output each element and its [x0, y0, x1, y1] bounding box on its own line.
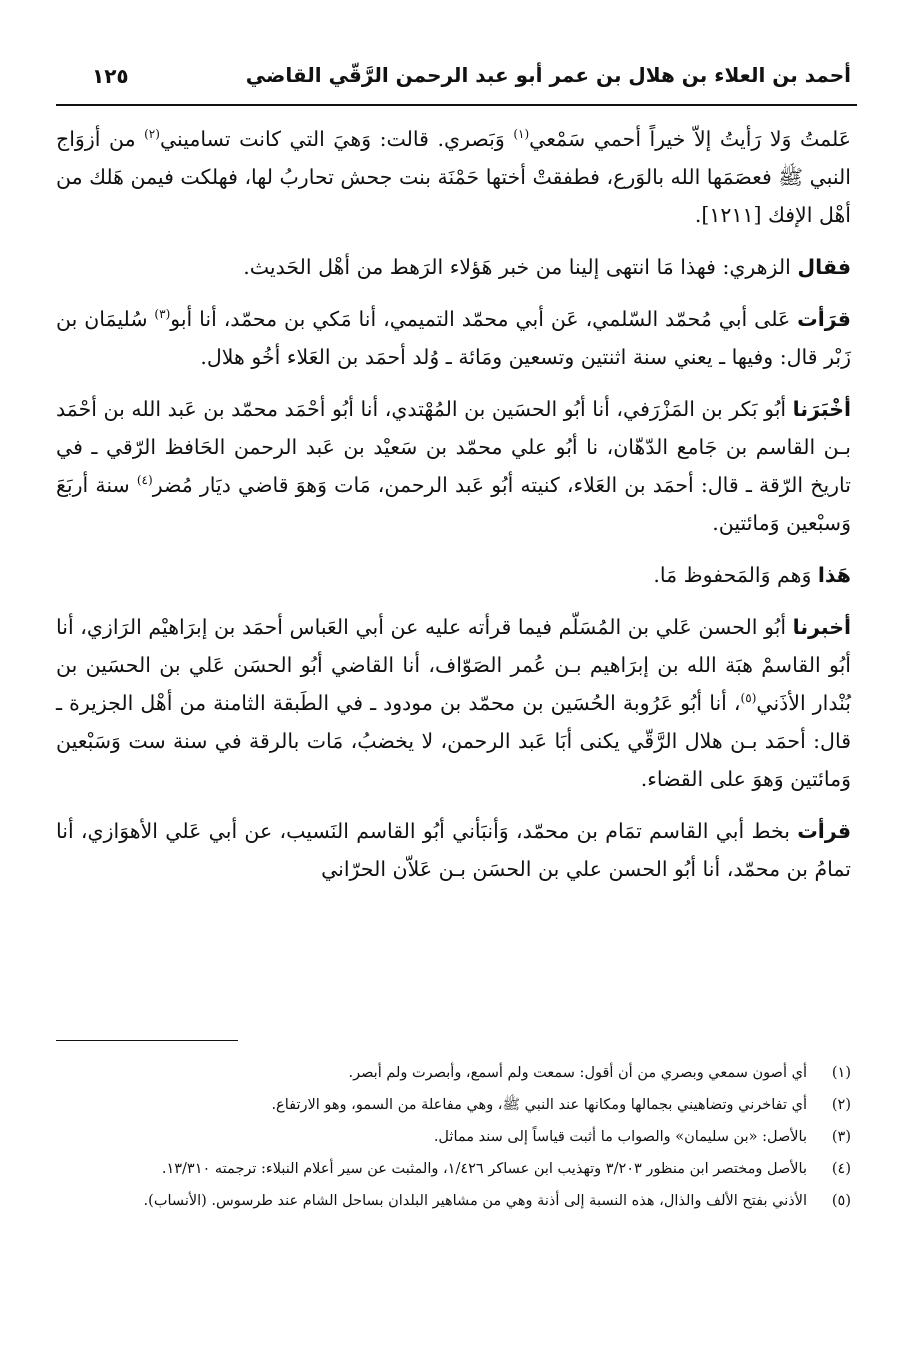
body-text: [56, 120, 851, 888]
paragraph-gap: [56, 594, 851, 608]
text-run: من أزوَاج النبي ﷺ فعصَمَها الله بالوَرع، فطفقتْ أختها حَمْنَة بنت جحش تحاربُ لها، فهلكت فيمن هَلك من أهْل الإفك [١٢١١].: [55, 127, 851, 227]
footnote-item: [56, 1058, 851, 1088]
paragraph-zuhri: [56, 248, 851, 286]
paragraph-lead-word: أخبرنا: [792, 615, 851, 639]
paragraph-gap: [56, 234, 851, 248]
text-run: سنة أربَعَ وَسبْعين وَمائتين.: [56, 473, 851, 535]
footnote-number: (٥): [831, 1193, 851, 1209]
paragraph-lead-word: أخْبَرَنا: [792, 397, 851, 421]
footnote-item: [56, 1186, 851, 1216]
paragraph-mazrafi: [56, 390, 851, 542]
text-run: بخط أبي القاسم تمَام بن محمّد، وَأنبَأني أبُو القاسم النَسيب، عن أبي عَلي الأهوَازي، أنا تمامُ بن محمّد، أنا أبُو الحسن علي بن الحسَن بـن عَلاّن الحرّاني: [56, 819, 851, 881]
footnote-number: (٣): [831, 1129, 851, 1145]
text-run: سُليمَان بن زَبْر قال: وفيها ـ يعني سنة اثنتين وتسعين ومَائة ـ وُلد أحمَد بن العَلاء أخُو هلال.: [56, 307, 851, 369]
footnote-item: [56, 1090, 851, 1120]
footnote-ref: (٢): [144, 127, 160, 142]
text-run: أبُو بَكر بن المَزْرَفي، أنا أبُو الحسَين بن المُهْتدي، أنا أبُو أحْمَد محمّد بن عَبد الله بن أحْمَد بـن القاسم بن جَامع الدّهّان، نا أبُو علي محمّد بن سَعيْد بن عَبد الرحمن الحَافظ الرّقي ـ في تاريخ الرّقة ـ قال: أحمَد بن العَلاء، كنيته أبُو عَبد الرحمن، مَات وَهوَ قاضي ديَار مُضر: [56, 397, 851, 497]
text-run: عَلى أبي مُحمّد السّلمي، عَن أبي محمّد التميمي، أنا مَكي بن محمّد، أنا أبو: [170, 307, 798, 331]
text-run: وَهم وَالمَحفوظ مَا.: [653, 563, 818, 587]
header-rule: [56, 104, 857, 106]
footnote-ref: (١): [513, 127, 530, 142]
paragraph-gap: [56, 286, 851, 300]
paragraph-note-wahm: [56, 556, 851, 594]
page-number: ١٢٥: [92, 64, 129, 88]
footnote-rule: [56, 1040, 238, 1041]
paragraph-gap: [56, 542, 851, 556]
text-run: أبُو الحسن عَلي بن المُسَلّم فيما قرأته عليه عن أبي العَباس أحمَد بن إبرَاهيْم الرَازي، أنا أبُو القاسمْ هبَة الله بن إبرَاهيم بـن عُمر الصَوّاف، أنا القاضي أبُو الحسَن عَلي بن الحسَين بن بُنْدار الأذَني: [56, 615, 852, 715]
paragraph-lead-word: قرأت: [797, 819, 851, 843]
paragraph-musallam: [56, 608, 851, 798]
paragraph-lead-word: هَذا: [817, 563, 851, 587]
paragraph-sulami: [56, 300, 851, 376]
footnote-text: بالأصل ومختصر ابن منظور ٣/٢٠٣ وتهذيب ابن عساكر ١/٤٢٦، والمثبت عن سير أعلام النبلاء: ترجمته ١٣/٣١٠.: [161, 1161, 807, 1177]
paragraph-lead-word: فقال: [797, 255, 851, 279]
paragraph-lead-word: قرَأت: [797, 307, 851, 331]
footnote-text: بالأصل: «بن سليمان» والصواب ما أثبت قياساً إلى سند مماثل.: [433, 1129, 807, 1145]
footnote-item: [56, 1154, 851, 1184]
text-run: عَلمتُ وَلا رَأيتُ إلاّ خيراً أحمي سَمْعي: [529, 127, 852, 151]
footnote-text: الأذني بفتح الألف والذال، هذه النسبة إلى أذنة وهي من مشاهير البلدان بساحل الشام عند طرسوس. (الأنساب).: [143, 1193, 807, 1209]
footnote-text: أي أصون سمعي وبصري من أن أقول: سمعت ولم أسمع، وأبصرت ولم أبصر.: [348, 1065, 807, 1081]
footnote-text: أي تفاخرني وتضاهيني بجمالها ومكانها عند النبي ﷺ، وهي مفاعلة من السمو، وهو الارتفاع.: [271, 1097, 807, 1113]
footnote-number: (١): [831, 1065, 851, 1081]
text-run: الزهري: فهذا مَا انتهى إلينا من خبر هَؤلاء الرَهط من أهْل الحَديث.: [243, 255, 798, 279]
footnote-number: (٤): [831, 1161, 851, 1177]
paragraph-aisha-quote: [56, 120, 851, 234]
paragraph-gap: [56, 798, 851, 812]
footnote-item: [56, 1122, 851, 1152]
footnote-ref: (٥): [740, 691, 757, 706]
paragraph-tammam: [56, 812, 851, 888]
footnote-ref: (٣): [154, 307, 171, 322]
footnotes: [56, 1058, 851, 1218]
running-title: أحمد بن العلاء بن هلال بن عمر أبو عبد الرحمن الرَّقّي القاضي: [245, 63, 851, 87]
footnote-number: (٢): [831, 1097, 851, 1113]
footnote-ref: (٤): [136, 473, 153, 488]
text-run: ، أنا أبُو عَرُوبة الحُسَين بن محمّد بن مودود ـ في الطَبقة الثامنة من أهْل الجزيرة ـ قال: أحمَد بـن هلال الرَّقّي يكنى أبَا عَبد الرحمن، لا يخضبُ، مَات بالرقة في سنة ست وَسَبْعين وَمائتين وَهوَ على القضاء.: [56, 691, 851, 791]
text-run: وَبَصري. قالت: وَهيَ التي كانت تساميني: [159, 127, 514, 151]
paragraph-gap: [56, 376, 851, 390]
